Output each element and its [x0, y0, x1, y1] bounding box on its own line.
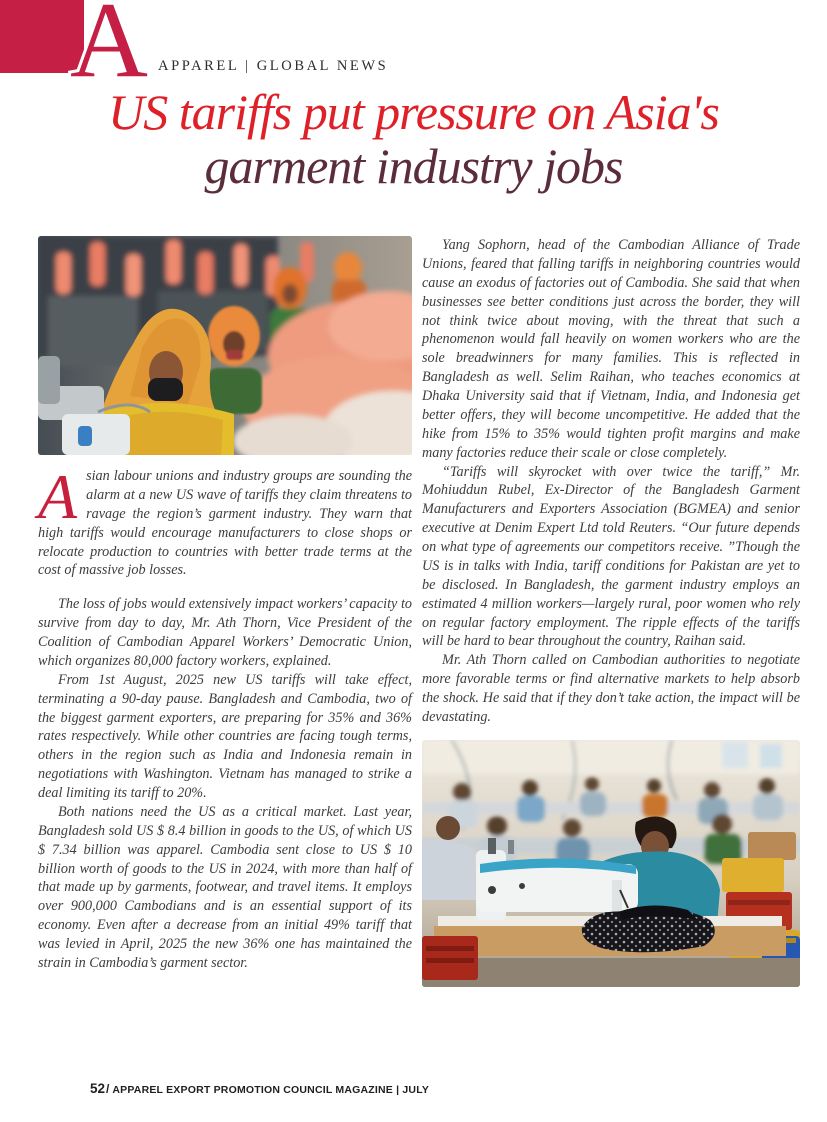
- left-column: [38, 236, 412, 973]
- apparel-logo: [0, 0, 170, 85]
- paragraph: [38, 461, 412, 580]
- paragraph: “Tariffs will skyrocket with over twice the tariff,” Mr. Mohiuddun Rubel, Ex-Director of the Bangladesh Garment Manufacturers and Exporters Association (BGMEA) and senior executive at Denim Expert Ltd told Reuters. “Our future depends on what type of agreements our competitors receive. ”Though the US is in talks with India, tariff conditions for Pakistan are yet to be disclosed. In Bangladesh, the garment industry employs an estimated 4 million workers—largely rural, poor women who rely on regular factory employment. The ripple effects of the tariffs will be hard to bear throughout the country, Raihan said.: [422, 463, 800, 650]
- article-title-line1: US tariffs put pressure on Asia's: [108, 84, 719, 140]
- article-title-line2: garment industry jobs: [204, 137, 623, 194]
- drop-cap: A: [38, 461, 78, 532]
- right-column: [422, 236, 800, 987]
- paragraph: Yang Sophorn, head of the Cambodian Alliance of Trade Unions, feared that falling tariffs in neighboring countries would cause an exodus of factories out of Cambodia. She said that when businesses see better conditions just across the border, they will not think twice about moving, with the threat that such a phenomenon would fall heavily on women workers who are the sole breadwinners for many families. This is reflected in Bangladesh as well. Selim Raihan, who teaches economics at Dhaka University said that if Vietnam, India, and Indonesia get better offers, they will become uncompetitive. He added that the hike from 15% to 35% would tighten profit margins and make many factories reduce their scale or close completely.: [422, 237, 800, 461]
- article-body: [38, 236, 800, 987]
- page-footer: [90, 1080, 429, 1098]
- article-title: [0, 86, 827, 193]
- logo-letter: A: [70, 0, 148, 80]
- apparel-logo-graphic: [0, 0, 170, 80]
- footer-label: APPAREL EXPORT PROMOTION COUNCIL MAGAZINE | JULY: [112, 1084, 430, 1096]
- photo-women-garment-workers: [38, 236, 412, 455]
- page-number: 52: [90, 1081, 106, 1096]
- paragraph-text: sian labour unions and industry groups are sounding the alarm at a new US wave of tariffs they claim threatens to ravage the region’s garment industry. They warn that high tariffs would encourage manufacturers to close shops or relocate production to countries with better trade terms at the cost of massive job losses.: [38, 468, 412, 579]
- paragraph: Both nations need the US as a critical market. Last year, Bangladesh sold US $ 8.4 billion in goods to the US, of which US $ 7.34 billion was apparel. Cambodia sent close to US $ 10 billion worth of goods to the US in 2024, with more than half of that made up by garments, footwear, and travel items. It employs over 900,000 Cambodians and is an essential support of its economy. Even after a decrease from an initial 49% tariff that was levied in April, 2025 the new 36% one has maintained the strain in Cambodia’s garment sector.: [38, 803, 412, 971]
- photo-men-garment-factory: [422, 740, 800, 987]
- red-crate: [422, 936, 478, 980]
- section-label: APPAREL | GLOBAL NEWS: [158, 58, 389, 74]
- paragraph: From 1st August, 2025 new US tariffs will take effect, terminating a 90-day pause. Bangladesh and Cambodia, two of the biggest garment exporters, are preparing for 35% and 36% rates respectively. While other countries are facing tough terms, others in the region such as India and Indonesia remain in negotiations with Washington. Vietnam has managed to strike a deal limiting its tariff to 20%.: [38, 671, 412, 801]
- floor: [422, 958, 800, 987]
- factory-hall-background: [422, 740, 800, 866]
- footer-separator: /: [106, 1082, 110, 1096]
- paragraph: The loss of jobs would extensively impact workers’ capacity to survive from day to day, Mr. Ath Thorn, Vice President of the Coalition of Cambodian Apparel Workers’ Democratic Union, which organizes 80,000 factory workers, explained.: [38, 596, 412, 669]
- paragraph: Mr. Ath Thorn called on Cambodian authorities to negotiate more favorable terms or find alternative markets to help absorb the shock. He said that if they don’t take action, the impact will be devastating.: [422, 652, 800, 725]
